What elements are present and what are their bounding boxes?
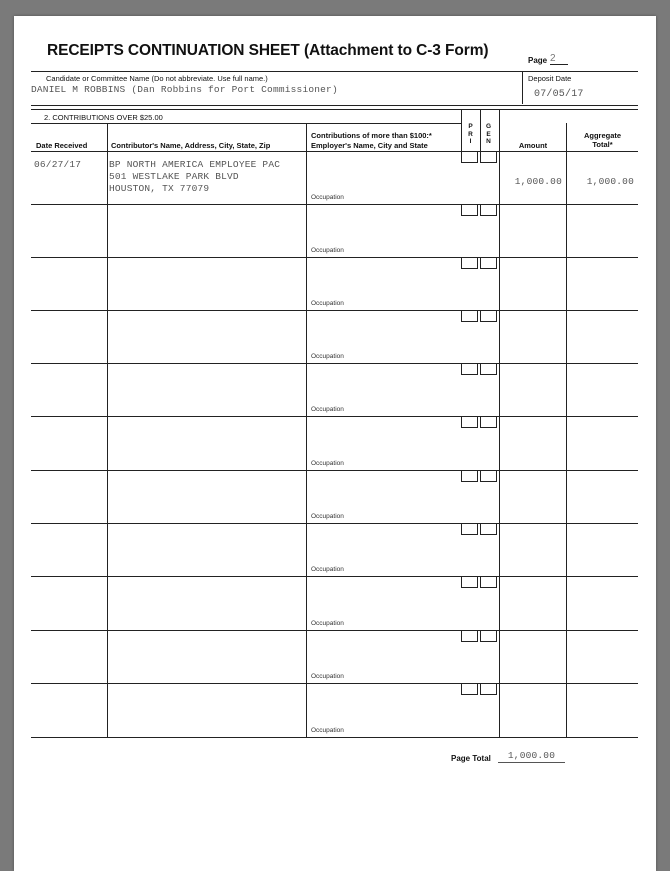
gen-checkbox[interactable] (480, 257, 497, 269)
pri-checkbox[interactable] (461, 576, 478, 588)
occupation-label: Occupation (311, 300, 344, 307)
occupation-label: Occupation (311, 620, 344, 627)
top-rule (31, 71, 638, 72)
pri-checkbox[interactable] (461, 151, 478, 163)
col-amount: Amount (518, 141, 548, 150)
deposit-label: Deposit Date (528, 74, 572, 83)
gen-checkbox[interactable] (480, 683, 497, 695)
col-employer-line1: Contributions of more than $100:* (311, 131, 432, 140)
row-rule (31, 416, 638, 417)
row-rule (31, 470, 638, 471)
gen-checkbox[interactable] (480, 363, 497, 375)
divider-contributor (306, 123, 307, 737)
col-aggregate-line1: Aggregate (583, 131, 622, 140)
occupation-label: Occupation (311, 727, 344, 734)
row-1-date: 06/27/17 (34, 159, 82, 170)
deposit-date-value: 07/05/17 (534, 89, 584, 100)
row-rule (31, 630, 638, 631)
row-rule (31, 523, 638, 524)
row-rule (31, 363, 638, 364)
occupation-label: Occupation (311, 513, 344, 520)
col-employer-line2: Employer's Name, City and State (311, 141, 428, 150)
row-rule (31, 310, 638, 311)
pri-checkbox[interactable] (461, 310, 478, 322)
candidate-value: DANIEL M ROBBINS (Dan Robbins for Port Commissioner) (31, 84, 338, 95)
pri-checkbox[interactable] (461, 470, 478, 482)
col-pri: P R I (468, 123, 473, 145)
row-1-amount: 1,000.00 (514, 176, 562, 187)
page-total-value: 1,000.00 (498, 750, 565, 763)
col-gen: G E N (485, 123, 492, 145)
form-page (14, 16, 656, 871)
pri-checkbox[interactable] (461, 630, 478, 642)
pri-checkbox[interactable] (461, 204, 478, 216)
page-total-label: Page Total (451, 754, 491, 763)
occupation-label: Occupation (311, 460, 344, 467)
occupation-label: Occupation (311, 566, 344, 573)
row-1-aggregate: 1,000.00 (586, 176, 634, 187)
section-rule-2 (31, 109, 638, 110)
pri-checkbox[interactable] (461, 363, 478, 375)
col-contributor: Contributor's Name, Address, City, State, Zip (111, 141, 271, 150)
header-rule-left (31, 123, 461, 124)
row-rule (31, 204, 638, 205)
occupation-label: Occupation (311, 194, 344, 201)
pri-checkbox[interactable] (461, 523, 478, 535)
pri-checkbox[interactable] (461, 683, 478, 695)
col-aggregate-line2: Total* (592, 140, 613, 149)
pri-checkbox[interactable] (461, 416, 478, 428)
row-rule (31, 683, 638, 684)
candidate-label: Candidate or Committee Name (Do not abbreviate. Use full name.) (46, 74, 268, 83)
gen-checkbox[interactable] (480, 630, 497, 642)
row-rule (31, 257, 638, 258)
row-1-contributor: BP NORTH AMERICA EMPLOYEE PAC 501 WESTLAKE PARK BLVD HOUSTON, TX 77079 (109, 159, 281, 194)
occupation-label: Occupation (311, 406, 344, 413)
form-title: RECEIPTS CONTINUATION SHEET (Attachment to C-3 Form) (47, 42, 489, 59)
divider-amount (566, 123, 567, 737)
gen-checkbox[interactable] (480, 576, 497, 588)
header-bottom-rule (31, 151, 638, 152)
row-rule (31, 576, 638, 577)
divider-pri-left (461, 109, 462, 151)
divider-date (107, 123, 108, 737)
col-date-received: Date Received (36, 141, 88, 150)
gen-checkbox[interactable] (480, 416, 497, 428)
page-label: Page (528, 56, 548, 65)
occupation-label: Occupation (311, 673, 344, 680)
deposit-divider (522, 71, 523, 104)
gen-checkbox[interactable] (480, 204, 497, 216)
gen-checkbox[interactable] (480, 151, 497, 163)
section-rule-1 (31, 105, 638, 106)
gen-checkbox[interactable] (480, 470, 497, 482)
gen-checkbox[interactable] (480, 523, 497, 535)
section-label: 2. CONTRIBUTIONS OVER $25.00 (44, 113, 163, 122)
pri-checkbox[interactable] (461, 257, 478, 269)
gen-checkbox[interactable] (480, 310, 497, 322)
page-number: 2 (550, 53, 568, 65)
occupation-label: Occupation (311, 247, 344, 254)
divider-pri-gen (480, 109, 481, 151)
occupation-label: Occupation (311, 353, 344, 360)
row-rule (31, 737, 638, 738)
